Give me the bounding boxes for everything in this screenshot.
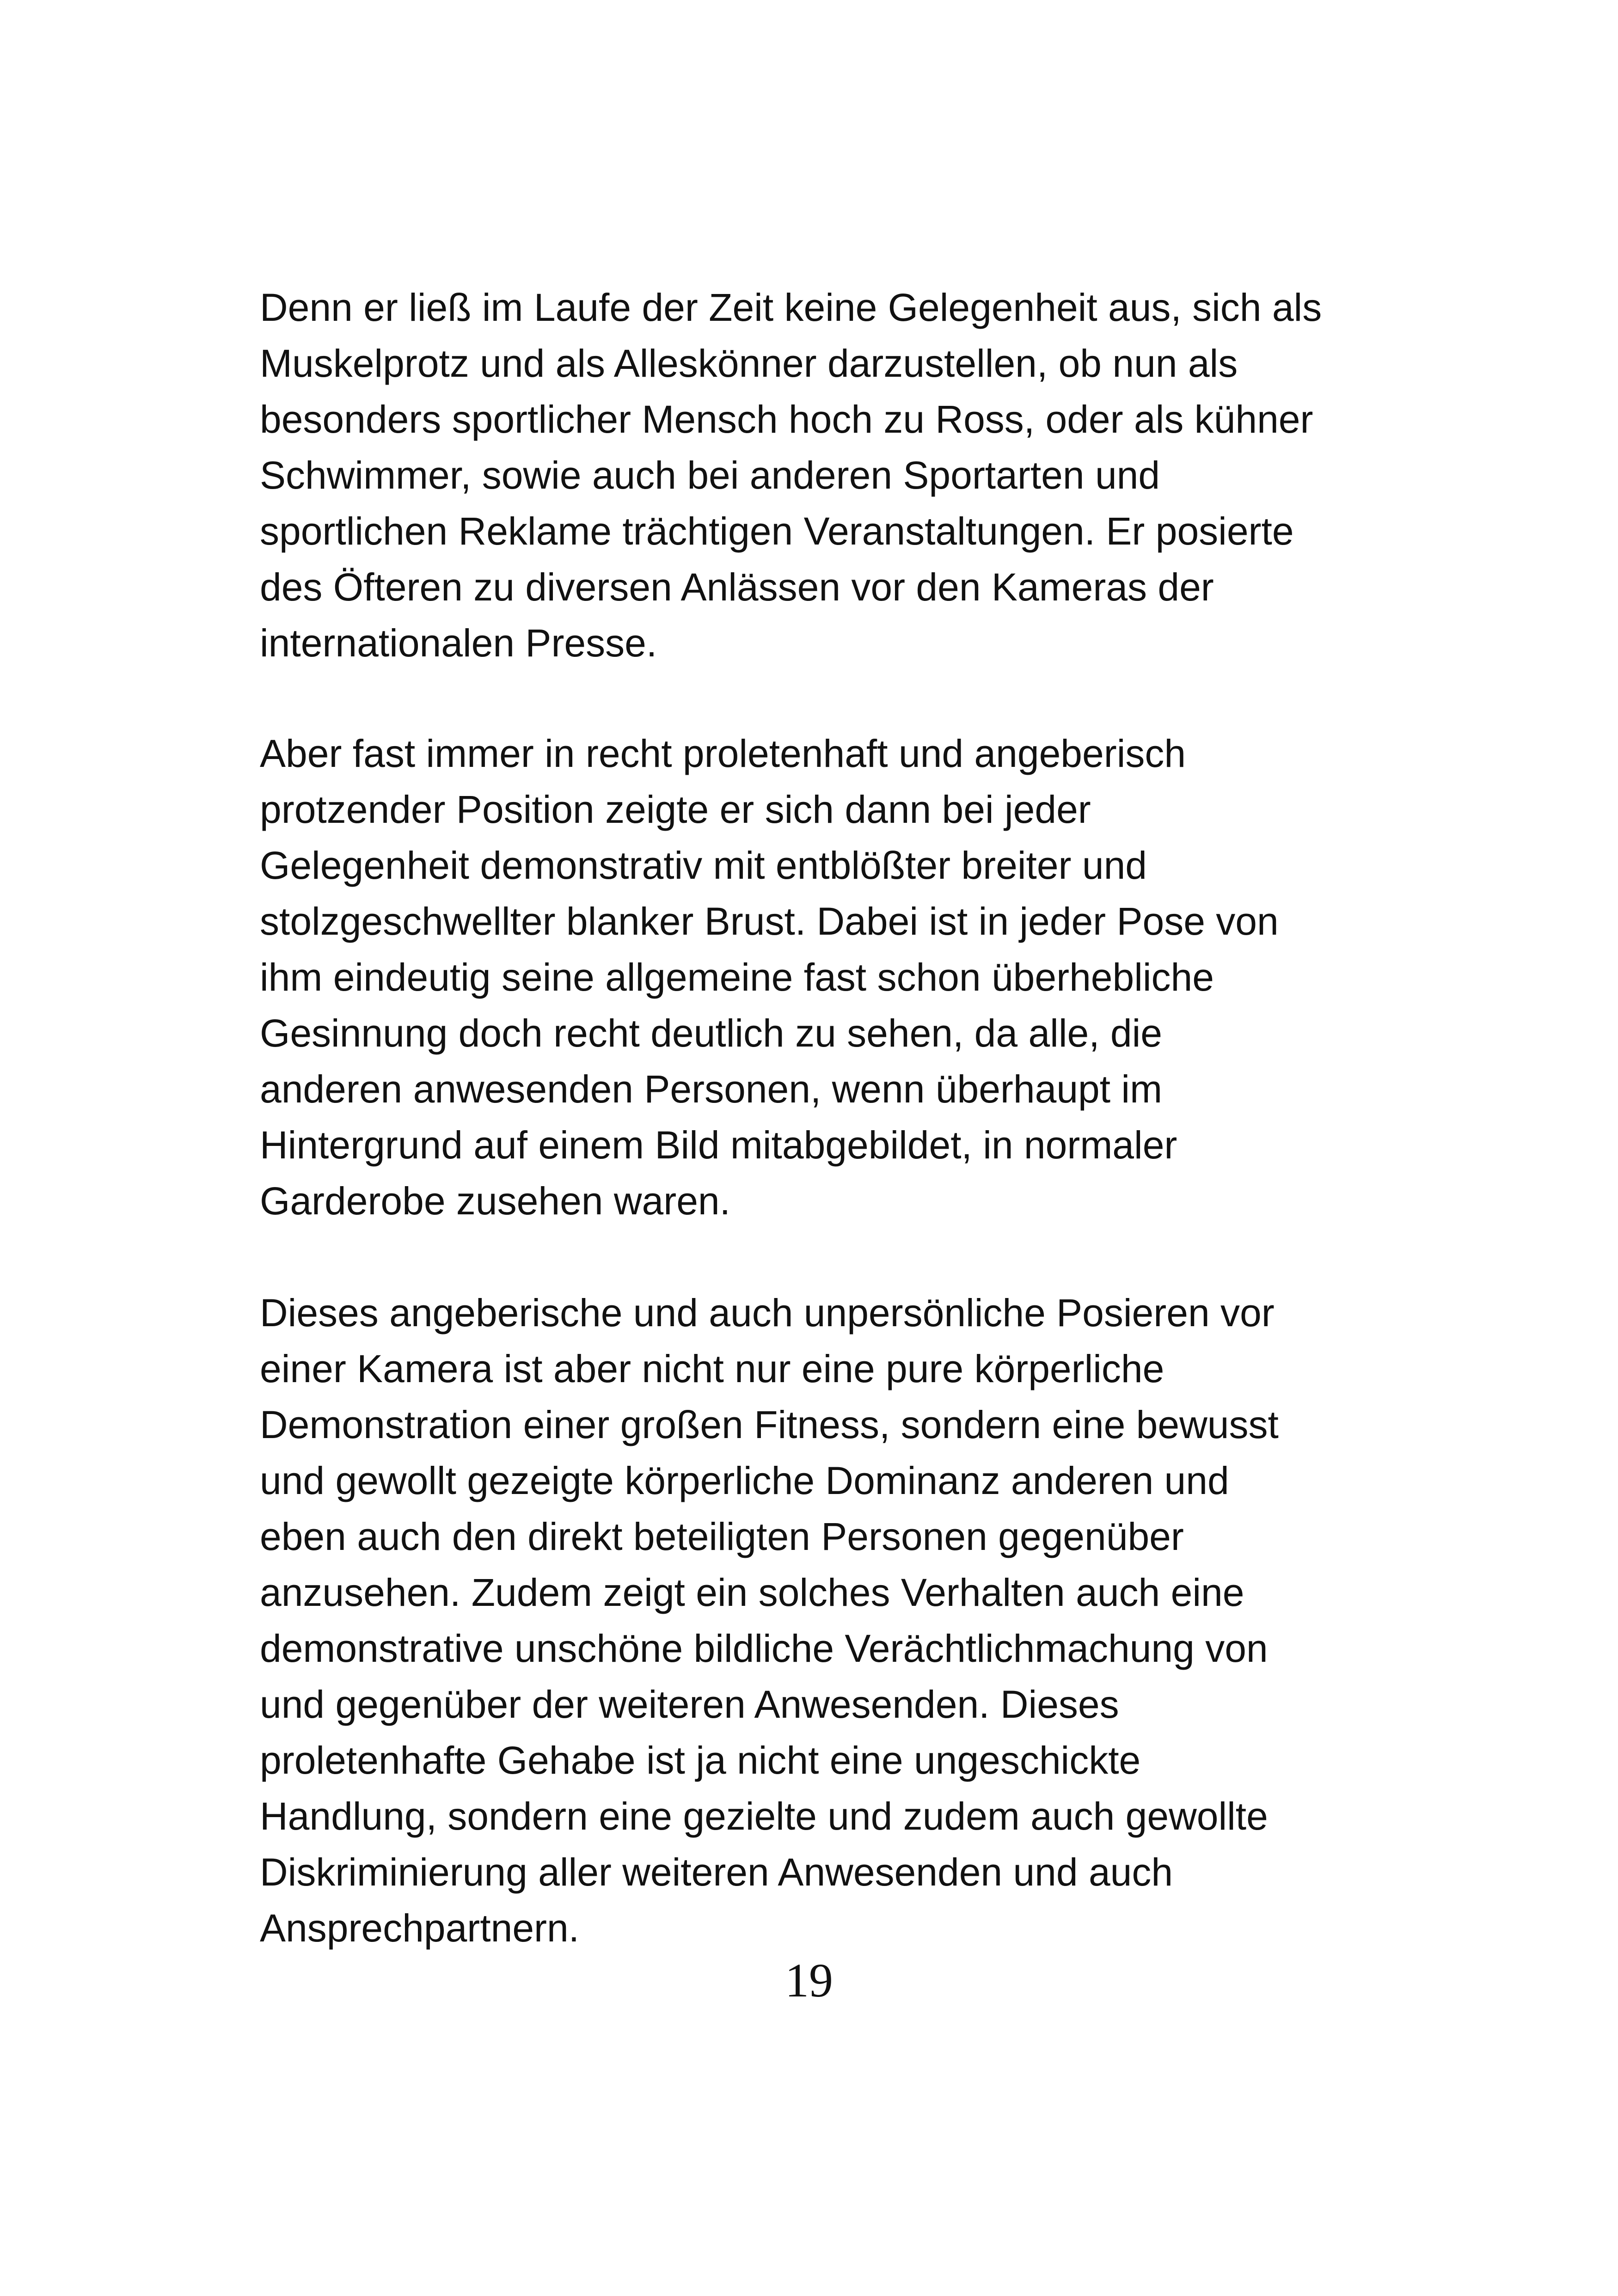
paragraph-1: Denn er ließ im Laufe der Zeit keine Gelegenheit aus, sich als Muskelprotz und als Alleskönner darzustellen, ob nun als besonders sportlicher Mensch hoch zu Ross, oder als kühner Schwimmer, sowie auch bei anderen Sportarten und sportlichen Reklame trächtigen Veranstaltungen. Er posierte des Öfteren zu diversen Anlässen vor den Kameras der internationalen Presse. xyxy=(260,286,1322,665)
paragraph-2: Aber fast immer in recht proletenhaft und angeberisch protzender Position zeigte er sich dann bei jeder Gelegenheit demonstrativ mit entblößter breiter und stolzgeschwellter blanker Brust. Dabei ist in jeder Pose von ihm eindeutig seine allgemeine fast schon überhebliche Gesinnung doch recht deutlich zu sehen, da alle, die anderen anwesenden Personen, wenn überhaupt im Hintergrund auf einem Bild mitabgebildet, in normaler Garderobe zusehen waren. xyxy=(260,732,1279,1223)
paragraph-3: Dieses angeberische und auch unpersönliche Posieren vor einer Kamera ist aber nicht nur eine pure körperliche Demonstration einer großen Fitness, sondern eine bewusst und gewollt gezeigte körperliche Dominanz anderen und eben auch den direkt beteiligten Personen gegenüber anzusehen. Zudem zeigt ein solches Verhalten auch eine demonstrative unschöne bildliche Verächtlichmachung von und gegenüber der weiteren Anwesenden. Dieses proletenhafte Gehabe ist ja nicht eine ungeschickte Handlung, sondern eine gezielte und zudem auch gewollte Diskriminierung aller weiteren Anwesenden und auch Ansprechpartnern. xyxy=(260,1291,1279,1950)
page-number: 19 xyxy=(785,1954,833,2007)
